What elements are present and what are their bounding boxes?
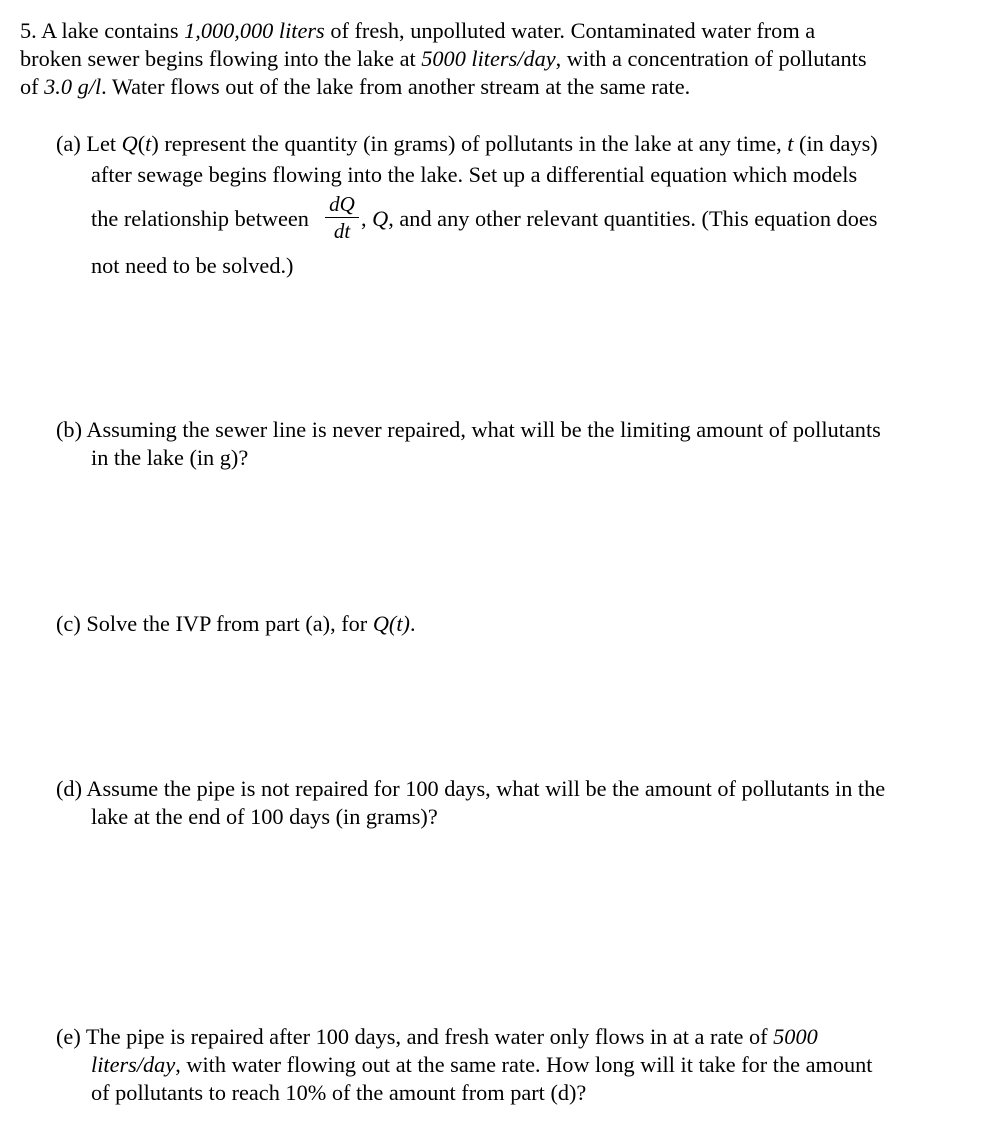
part-a-line-3-rest (361, 208, 877, 230)
fraction-numerator: dQ (329, 192, 355, 216)
rate-unit: liters/day (91, 1052, 176, 1077)
fraction-bar (325, 217, 359, 218)
part-a-text: the relationship between (91, 206, 309, 231)
part-b-label: (b) (56, 417, 82, 442)
q-of-t: Q(t) (372, 611, 410, 636)
part-a-text: , (361, 206, 373, 231)
problem-intro-line-1 (20, 20, 815, 42)
part-d-line-2: lake at the end of 100 days (in grams)? (91, 804, 438, 829)
part-a-text: ( (137, 131, 146, 156)
part-b-text: Assuming the sewer line is never repaired, what will be the limiting amount of pollutants (86, 417, 881, 442)
fresh-inflow-rate: 5000 (773, 1024, 818, 1049)
q-variable: Q (372, 206, 389, 231)
part-d-label: (d) (56, 776, 82, 801)
part-e-label: (e) (56, 1024, 81, 1049)
lake-volume: 1,000,000 liters (184, 18, 325, 43)
part-c-text: . (409, 611, 416, 636)
part-a-line-4: not need to be solved.) (91, 253, 294, 278)
part-a-text: (in days) (793, 131, 878, 156)
part-a-label: (a) (56, 131, 81, 156)
intro-text: A lake contains (41, 18, 185, 43)
part-c-line-1 (56, 613, 416, 635)
part-d-line-1 (56, 778, 885, 800)
part-e-text: The pipe is repaired after 100 days, and fresh water only flows in at a rate of (85, 1024, 774, 1049)
problem-number: 5. (20, 18, 37, 43)
part-a-text: Let (86, 131, 122, 156)
part-e-line-1 (56, 1026, 818, 1048)
part-b-line-2: in the lake (in g)? (91, 445, 249, 470)
dq-dt-fraction (325, 194, 359, 242)
inflow-rate: 5000 liters/day (421, 46, 556, 71)
pollutant-concentration: 3.0 g/l (44, 74, 102, 99)
part-e-text: , with water flowing out at the same rate. How long will it take for the amount (175, 1052, 873, 1077)
problem-intro-line-3 (20, 76, 690, 98)
part-a-text: , and any other relevant quantities. (This equation does (388, 206, 878, 231)
part-c-label: (c) (56, 611, 81, 636)
part-a-text: ) represent the quantity (in grams) of pollutants in the lake at any time, (151, 131, 788, 156)
intro-text: of fresh, unpolluted water. Contaminated water from a (324, 18, 816, 43)
part-a-line-1 (56, 133, 878, 155)
t-variable: t (787, 131, 794, 156)
part-a-line-3 (91, 208, 309, 230)
part-d-text: Assume the pipe is not repaired for 100 days, what will be the amount of pollutants in the (86, 776, 886, 801)
t-variable: t (145, 131, 152, 156)
intro-text: . Water flows out of the lake from another stream at the same rate. (101, 74, 691, 99)
problem-intro-line-2 (20, 48, 867, 70)
part-b-line-1 (56, 419, 881, 441)
part-c-text: Solve the IVP from part (a), for (86, 611, 373, 636)
intro-text: , with a concentration of pollutants (555, 46, 867, 71)
intro-text: of (20, 74, 45, 99)
intro-text: broken sewer begins flowing into the lake at (20, 46, 422, 71)
part-e-line-2 (91, 1054, 872, 1076)
part-e-line-3: of pollutants to reach 10% of the amount from part (d)? (91, 1080, 587, 1105)
part-a-line-2: after sewage begins flowing into the lake. Set up a differential equation which models (91, 162, 858, 187)
q-variable: Q (121, 131, 138, 156)
fraction-denominator: dt (333, 219, 351, 244)
